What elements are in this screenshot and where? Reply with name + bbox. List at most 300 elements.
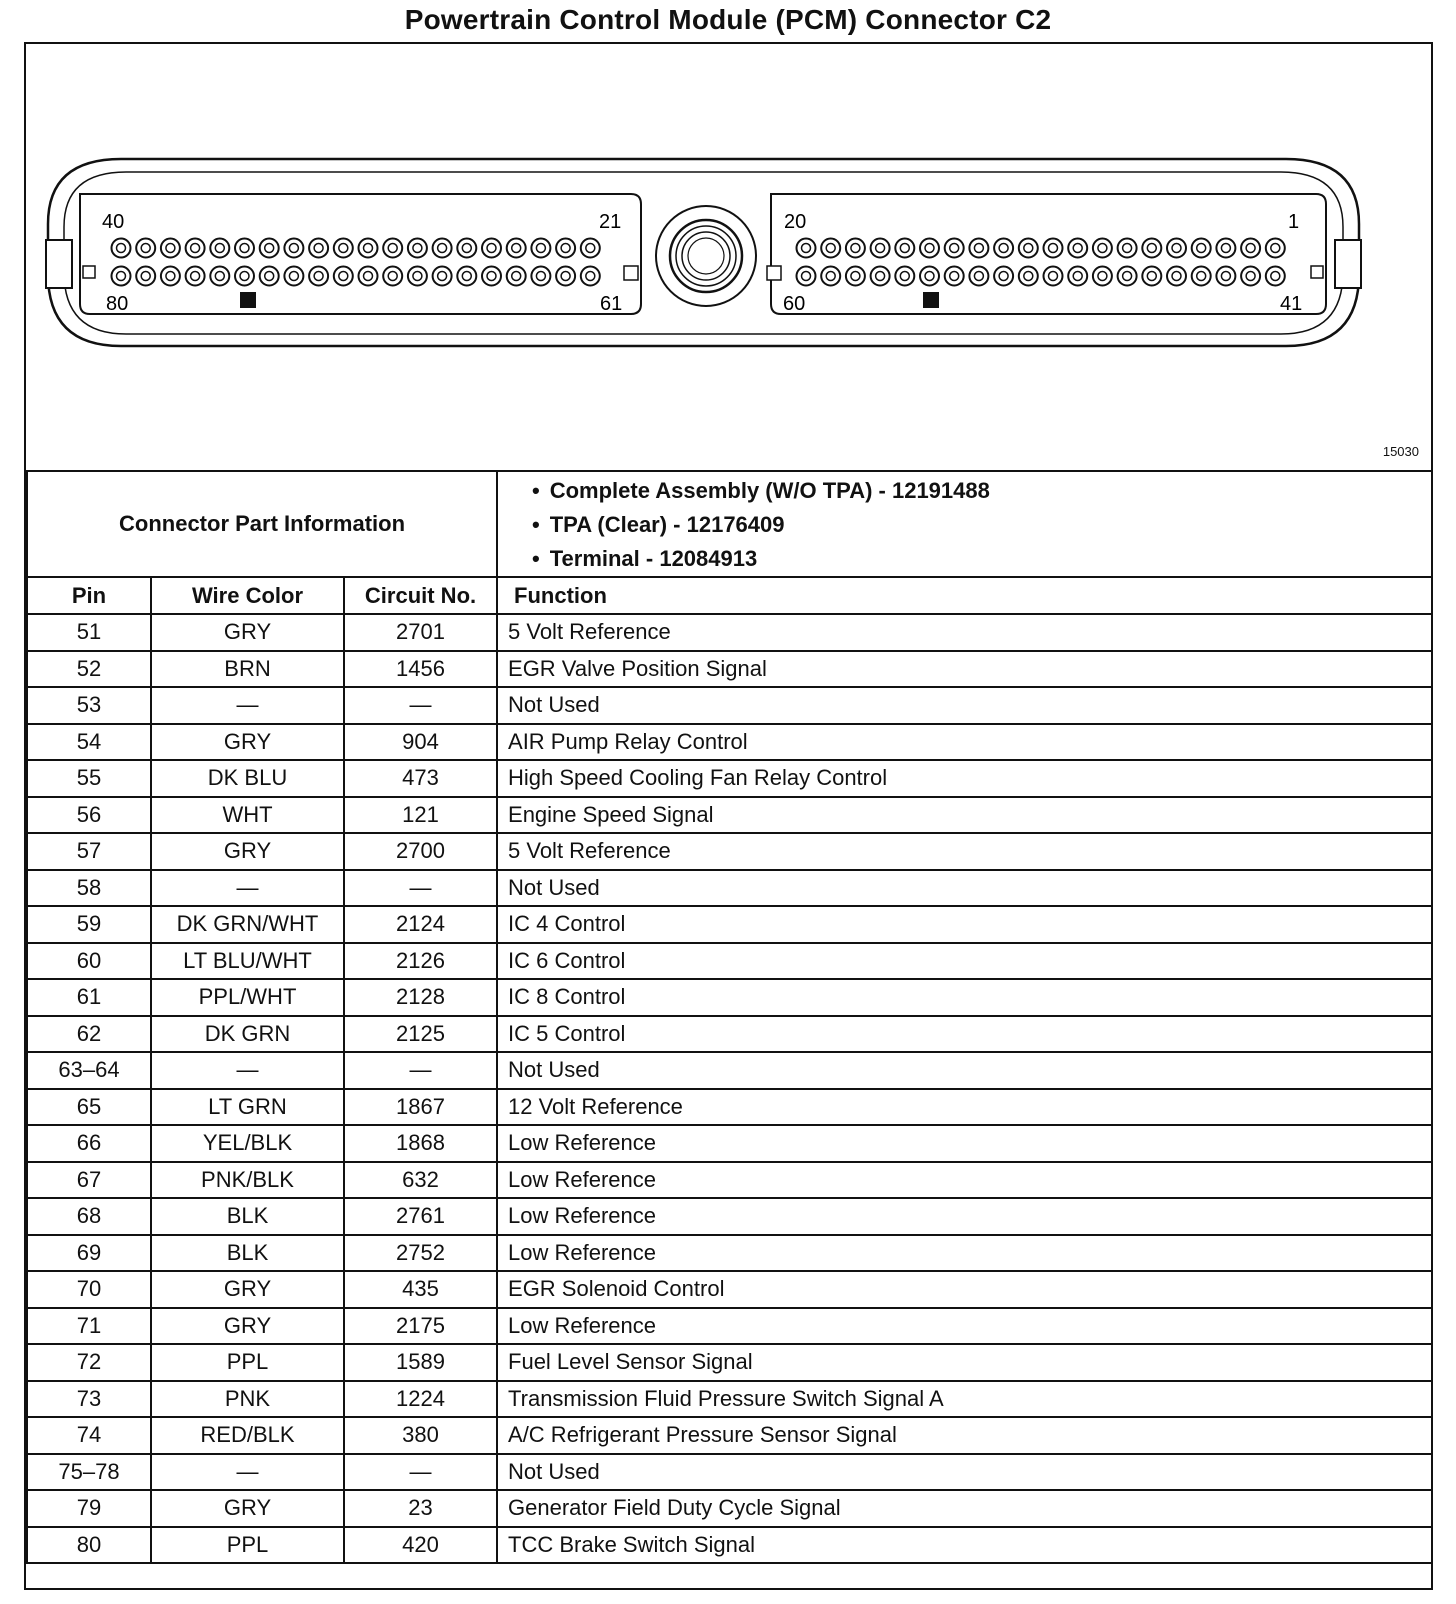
pin-label: 60 bbox=[783, 293, 806, 315]
pin-socket-inner bbox=[265, 272, 274, 281]
pin-socket bbox=[969, 239, 988, 258]
pin-socket bbox=[581, 267, 600, 286]
pin-socket bbox=[1216, 267, 1235, 286]
pin-table bbox=[26, 470, 1433, 1564]
pin-socket-inner bbox=[1221, 272, 1230, 281]
table-row bbox=[27, 1235, 1432, 1272]
pin-socket-inner bbox=[1172, 272, 1181, 281]
pin-socket bbox=[1068, 239, 1087, 258]
circuit-cell: 2124 bbox=[344, 906, 497, 943]
document-frame bbox=[24, 42, 1433, 1590]
pin-socket bbox=[309, 239, 328, 258]
pin-socket bbox=[1216, 239, 1235, 258]
part-info-item: • TPA (Clear) - 12176409 bbox=[532, 508, 1431, 542]
pin-socket-inner bbox=[1024, 272, 1033, 281]
function-cell: High Speed Cooling Fan Relay Control bbox=[497, 760, 1432, 797]
function-cell: Transmission Fluid Pressure Switch Signal A bbox=[497, 1381, 1432, 1418]
pin-socket-inner bbox=[876, 244, 885, 253]
pin-socket bbox=[260, 267, 279, 286]
pin-socket bbox=[1118, 239, 1137, 258]
pin-socket-inner bbox=[536, 272, 545, 281]
wire-color-cell: GRY bbox=[151, 724, 344, 761]
pin-cell: 70 bbox=[27, 1271, 151, 1308]
table-row bbox=[27, 1052, 1432, 1089]
pin-cell: 63–64 bbox=[27, 1052, 151, 1089]
pin-socket-inner bbox=[561, 272, 570, 281]
pin-socket-inner bbox=[561, 244, 570, 253]
pin-cell: 58 bbox=[27, 870, 151, 907]
circuit-cell: — bbox=[344, 1454, 497, 1491]
pin-socket-inner bbox=[536, 244, 545, 253]
pin-cell: 67 bbox=[27, 1162, 151, 1199]
function-cell: AIR Pump Relay Control bbox=[497, 724, 1432, 761]
pin-socket bbox=[1093, 267, 1112, 286]
pin-socket bbox=[359, 239, 378, 258]
function-cell: Fuel Level Sensor Signal bbox=[497, 1344, 1432, 1381]
pin-socket-inner bbox=[1073, 272, 1082, 281]
pin-socket bbox=[383, 267, 402, 286]
table-row bbox=[27, 1527, 1432, 1564]
wire-color-cell: PPL/WHT bbox=[151, 979, 344, 1016]
pin-socket-inner bbox=[876, 272, 885, 281]
pin-socket-inner bbox=[438, 244, 447, 253]
wire-color-cell: GRY bbox=[151, 1271, 344, 1308]
figure-number: 15030 bbox=[1382, 444, 1419, 459]
part-info-list bbox=[498, 472, 1431, 576]
function-cell: TCC Brake Switch Signal bbox=[497, 1527, 1432, 1564]
pin-socket bbox=[210, 267, 229, 286]
pin-socket bbox=[1019, 239, 1038, 258]
wire-color-cell: YEL/BLK bbox=[151, 1125, 344, 1162]
pin-label: 41 bbox=[1280, 293, 1303, 315]
function-cell: IC 4 Control bbox=[497, 906, 1432, 943]
pin-socket-inner bbox=[974, 244, 983, 253]
table-row bbox=[27, 1271, 1432, 1308]
pin-socket bbox=[334, 267, 353, 286]
table-row bbox=[27, 1162, 1432, 1199]
pin-cell: 73 bbox=[27, 1381, 151, 1418]
circuit-cell: 435 bbox=[344, 1271, 497, 1308]
pin-socket-inner bbox=[117, 272, 126, 281]
pin-socket-inner bbox=[1147, 244, 1156, 253]
circuit-cell: 2701 bbox=[344, 614, 497, 651]
function-cell: 5 Volt Reference bbox=[497, 614, 1432, 651]
pin-socket-inner bbox=[1024, 244, 1033, 253]
function-cell: Low Reference bbox=[497, 1308, 1432, 1345]
circuit-cell: 2126 bbox=[344, 943, 497, 980]
pin-socket bbox=[235, 239, 254, 258]
wire-color-cell: LT BLU/WHT bbox=[151, 943, 344, 980]
pin-socket bbox=[1068, 267, 1087, 286]
pin-socket bbox=[581, 239, 600, 258]
pin-socket bbox=[797, 267, 816, 286]
pin-socket-inner bbox=[1271, 272, 1280, 281]
circuit-cell: — bbox=[344, 687, 497, 724]
pin-socket-inner bbox=[191, 272, 200, 281]
connector-face-drawing bbox=[26, 44, 1431, 470]
pin-socket-inner bbox=[826, 272, 835, 281]
pin-socket-inner bbox=[240, 272, 249, 281]
table-header-row bbox=[27, 577, 1432, 614]
pin-socket-inner bbox=[265, 244, 274, 253]
pin-socket bbox=[136, 267, 155, 286]
pin-socket bbox=[1044, 267, 1063, 286]
pin-socket-inner bbox=[413, 272, 422, 281]
pin-socket bbox=[821, 267, 840, 286]
pin-header: Pin bbox=[27, 577, 151, 614]
pin-socket-inner bbox=[1123, 244, 1132, 253]
wire-color-cell: RED/BLK bbox=[151, 1417, 344, 1454]
pin-socket-inner bbox=[1172, 244, 1181, 253]
pin-socket-inner bbox=[802, 272, 811, 281]
wire-color-cell: — bbox=[151, 1454, 344, 1491]
right-latch bbox=[1335, 240, 1361, 288]
pin-socket-inner bbox=[900, 244, 909, 253]
table-row bbox=[27, 1198, 1432, 1235]
circuit-cell: 473 bbox=[344, 760, 497, 797]
function-cell: IC 6 Control bbox=[497, 943, 1432, 980]
function-cell: Low Reference bbox=[497, 1235, 1432, 1272]
pin-socket bbox=[284, 239, 303, 258]
pin-socket-inner bbox=[1197, 272, 1206, 281]
table-row bbox=[27, 1089, 1432, 1126]
pin-socket bbox=[556, 267, 575, 286]
pin-socket-inner bbox=[950, 244, 959, 253]
part-info-item: • Complete Assembly (W/O TPA) - 12191488 bbox=[532, 474, 1431, 508]
function-header: Function bbox=[497, 577, 1432, 614]
pin-socket bbox=[1192, 239, 1211, 258]
pin-socket-inner bbox=[1073, 244, 1082, 253]
pin-label: 1 bbox=[1288, 211, 1300, 233]
left-pin-rows bbox=[112, 239, 600, 286]
pin-socket bbox=[994, 239, 1013, 258]
table-row bbox=[27, 1125, 1432, 1162]
pin-socket-inner bbox=[215, 272, 224, 281]
pin-label: 20 bbox=[784, 211, 807, 233]
pin-label: 21 bbox=[599, 211, 622, 233]
wire-color-cell: — bbox=[151, 1052, 344, 1089]
pin-socket bbox=[945, 267, 964, 286]
pin-socket-inner bbox=[166, 272, 175, 281]
table-row bbox=[27, 1454, 1432, 1491]
pin-socket bbox=[531, 267, 550, 286]
part-info-row bbox=[27, 471, 1432, 577]
function-cell: Generator Field Duty Cycle Signal bbox=[497, 1490, 1432, 1527]
pin-socket-inner bbox=[925, 244, 934, 253]
pin-cell: 69 bbox=[27, 1235, 151, 1272]
pin-socket-inner bbox=[388, 272, 397, 281]
pin-socket-inner bbox=[1197, 244, 1206, 253]
pin-cell: 74 bbox=[27, 1417, 151, 1454]
pin-socket bbox=[1044, 239, 1063, 258]
pin-socket-inner bbox=[1271, 244, 1280, 253]
pin-socket bbox=[433, 267, 452, 286]
circuit-cell: — bbox=[344, 870, 497, 907]
pin-cell: 54 bbox=[27, 724, 151, 761]
function-cell: Not Used bbox=[497, 1454, 1432, 1491]
pin-socket bbox=[457, 267, 476, 286]
center-bolt bbox=[656, 206, 756, 306]
pin-socket bbox=[994, 267, 1013, 286]
wire-color-cell: DK BLU bbox=[151, 760, 344, 797]
pin-socket-inner bbox=[974, 272, 983, 281]
pin-socket-inner bbox=[289, 272, 298, 281]
pin-socket-inner bbox=[413, 244, 422, 253]
pin-cell: 52 bbox=[27, 651, 151, 688]
wire-color-cell: DK GRN/WHT bbox=[151, 906, 344, 943]
pin-socket-inner bbox=[900, 272, 909, 281]
pin-label: 61 bbox=[600, 293, 623, 315]
pin-socket-inner bbox=[339, 244, 348, 253]
pin-label: 80 bbox=[106, 293, 129, 315]
circuit-cell: 2175 bbox=[344, 1308, 497, 1345]
function-cell: Not Used bbox=[497, 870, 1432, 907]
pin-socket-inner bbox=[1049, 244, 1058, 253]
pin-socket bbox=[309, 267, 328, 286]
pin-socket-inner bbox=[240, 244, 249, 253]
pin-socket bbox=[1167, 267, 1186, 286]
pin-socket-inner bbox=[339, 272, 348, 281]
table-row bbox=[27, 1417, 1432, 1454]
pin-socket-inner bbox=[462, 244, 471, 253]
table-row bbox=[27, 1308, 1432, 1345]
pin-socket bbox=[920, 267, 939, 286]
table-row bbox=[27, 687, 1432, 724]
table-row bbox=[27, 724, 1432, 761]
pin-socket-inner bbox=[314, 244, 323, 253]
pin-cell: 72 bbox=[27, 1344, 151, 1381]
circuit-cell: 904 bbox=[344, 724, 497, 761]
pin-socket bbox=[359, 267, 378, 286]
table-row bbox=[27, 651, 1432, 688]
wire-color-cell: BLK bbox=[151, 1198, 344, 1235]
part-info-label: Connector Part Information bbox=[27, 471, 497, 577]
pin-socket-inner bbox=[826, 244, 835, 253]
table-row bbox=[27, 1016, 1432, 1053]
circuit-cell: 121 bbox=[344, 797, 497, 834]
pin-socket-inner bbox=[802, 244, 811, 253]
pin-socket-inner bbox=[1049, 272, 1058, 281]
function-cell: A/C Refrigerant Pressure Sensor Signal bbox=[497, 1417, 1432, 1454]
pin-socket-inner bbox=[487, 272, 496, 281]
table-row bbox=[27, 943, 1432, 980]
table-row bbox=[27, 870, 1432, 907]
pin-socket bbox=[556, 239, 575, 258]
pin-cell: 80 bbox=[27, 1527, 151, 1564]
pin-label: 40 bbox=[102, 211, 125, 233]
pin-socket bbox=[531, 239, 550, 258]
pin-socket-inner bbox=[462, 272, 471, 281]
circuit-cell: 1589 bbox=[344, 1344, 497, 1381]
circuit-cell: 1224 bbox=[344, 1381, 497, 1418]
function-cell: EGR Valve Position Signal bbox=[497, 651, 1432, 688]
function-cell: IC 5 Control bbox=[497, 1016, 1432, 1053]
pin-socket bbox=[507, 239, 526, 258]
pin-socket bbox=[1142, 267, 1161, 286]
wire-color-cell: PNK/BLK bbox=[151, 1162, 344, 1199]
pin-socket bbox=[846, 267, 865, 286]
circuit-cell: 2752 bbox=[344, 1235, 497, 1272]
right-key-mark bbox=[923, 292, 939, 308]
pin-socket-inner bbox=[925, 272, 934, 281]
circuit-cell: 1867 bbox=[344, 1089, 497, 1126]
pin-socket bbox=[383, 239, 402, 258]
pin-socket bbox=[871, 267, 890, 286]
wire-color-cell: GRY bbox=[151, 614, 344, 651]
pin-socket bbox=[408, 267, 427, 286]
circuit-cell: 1456 bbox=[344, 651, 497, 688]
pin-socket bbox=[895, 239, 914, 258]
pin-socket bbox=[1142, 239, 1161, 258]
pin-cell: 51 bbox=[27, 614, 151, 651]
pin-socket-inner bbox=[314, 272, 323, 281]
pin-socket-inner bbox=[487, 244, 496, 253]
pin-cell: 57 bbox=[27, 833, 151, 870]
function-cell: Low Reference bbox=[497, 1125, 1432, 1162]
circuit-cell: 2761 bbox=[344, 1198, 497, 1235]
pin-cell: 65 bbox=[27, 1089, 151, 1126]
wire-color-cell: WHT bbox=[151, 797, 344, 834]
pin-socket bbox=[1241, 239, 1260, 258]
pin-socket-inner bbox=[851, 244, 860, 253]
function-cell: 5 Volt Reference bbox=[497, 833, 1432, 870]
circuit-cell: 380 bbox=[344, 1417, 497, 1454]
wire-color-cell: PPL bbox=[151, 1344, 344, 1381]
wire-color-cell: DK GRN bbox=[151, 1016, 344, 1053]
part-info-item: • Terminal - 12084913 bbox=[532, 542, 1431, 576]
function-cell: EGR Solenoid Control bbox=[497, 1271, 1432, 1308]
pin-socket-inner bbox=[512, 272, 521, 281]
function-cell: Not Used bbox=[497, 1052, 1432, 1089]
wire-color-cell: GRY bbox=[151, 1308, 344, 1345]
pin-socket-inner bbox=[1246, 272, 1255, 281]
pin-cell: 75–78 bbox=[27, 1454, 151, 1491]
pin-cell: 68 bbox=[27, 1198, 151, 1235]
pin-socket-inner bbox=[191, 244, 200, 253]
pin-socket-inner bbox=[289, 244, 298, 253]
pin-socket bbox=[895, 267, 914, 286]
pin-socket bbox=[457, 239, 476, 258]
table-row bbox=[27, 1344, 1432, 1381]
pin-socket bbox=[846, 239, 865, 258]
table-row bbox=[27, 1490, 1432, 1527]
pin-socket bbox=[186, 267, 205, 286]
pin-socket bbox=[1266, 267, 1285, 286]
wire-color-cell: PPL bbox=[151, 1527, 344, 1564]
circuit-cell: 23 bbox=[344, 1490, 497, 1527]
function-cell: Low Reference bbox=[497, 1198, 1432, 1235]
pin-socket-inner bbox=[999, 244, 1008, 253]
table-row bbox=[27, 906, 1432, 943]
pin-socket-inner bbox=[166, 244, 175, 253]
pin-cell: 56 bbox=[27, 797, 151, 834]
pin-socket bbox=[1167, 239, 1186, 258]
pin-socket-inner bbox=[950, 272, 959, 281]
pin-socket bbox=[161, 239, 180, 258]
pin-socket-inner bbox=[364, 244, 373, 253]
pin-socket bbox=[433, 239, 452, 258]
wire-color-cell: GRY bbox=[151, 1490, 344, 1527]
circuit-cell: 420 bbox=[344, 1527, 497, 1564]
wire-color-cell: BLK bbox=[151, 1235, 344, 1272]
wire-color-header: Wire Color bbox=[151, 577, 344, 614]
pin-socket-inner bbox=[141, 272, 150, 281]
pin-socket bbox=[821, 239, 840, 258]
pin-socket-inner bbox=[586, 244, 595, 253]
circuit-cell: 2125 bbox=[344, 1016, 497, 1053]
pin-socket bbox=[969, 267, 988, 286]
circuit-cell: 1868 bbox=[344, 1125, 497, 1162]
pin-socket bbox=[945, 239, 964, 258]
pin-socket-inner bbox=[1123, 272, 1132, 281]
circuit-cell: 2700 bbox=[344, 833, 497, 870]
pin-socket-inner bbox=[388, 244, 397, 253]
pin-table-body bbox=[27, 614, 1432, 1563]
wire-color-cell: — bbox=[151, 687, 344, 724]
function-cell: Low Reference bbox=[497, 1162, 1432, 1199]
function-cell: Engine Speed Signal bbox=[497, 797, 1432, 834]
wire-color-cell: GRY bbox=[151, 833, 344, 870]
table-row bbox=[27, 614, 1432, 651]
pin-socket-inner bbox=[117, 244, 126, 253]
pin-socket bbox=[1093, 239, 1112, 258]
function-cell: IC 8 Control bbox=[497, 979, 1432, 1016]
table-row bbox=[27, 1381, 1432, 1418]
pin-socket-inner bbox=[586, 272, 595, 281]
pin-cell: 79 bbox=[27, 1490, 151, 1527]
part-info-list-cell bbox=[497, 471, 1432, 577]
pin-cell: 60 bbox=[27, 943, 151, 980]
pin-cell: 66 bbox=[27, 1125, 151, 1162]
pin-socket bbox=[112, 267, 131, 286]
pin-socket bbox=[186, 239, 205, 258]
pin-cell: 55 bbox=[27, 760, 151, 797]
pin-socket bbox=[260, 239, 279, 258]
pin-cell: 71 bbox=[27, 1308, 151, 1345]
pin-cell: 62 bbox=[27, 1016, 151, 1053]
pin-cell: 59 bbox=[27, 906, 151, 943]
pin-socket bbox=[284, 267, 303, 286]
pin-socket-inner bbox=[1098, 244, 1107, 253]
pin-socket bbox=[334, 239, 353, 258]
pin-socket bbox=[408, 239, 427, 258]
pin-socket bbox=[1266, 239, 1285, 258]
pin-socket bbox=[235, 267, 254, 286]
pin-socket-inner bbox=[215, 244, 224, 253]
table-row bbox=[27, 760, 1432, 797]
pin-socket bbox=[920, 239, 939, 258]
pin-socket bbox=[482, 267, 501, 286]
wire-color-cell: BRN bbox=[151, 651, 344, 688]
pin-socket bbox=[482, 239, 501, 258]
pin-socket-inner bbox=[141, 244, 150, 253]
pin-cell: 61 bbox=[27, 979, 151, 1016]
connector-diagram bbox=[26, 44, 1431, 470]
table-row bbox=[27, 833, 1432, 870]
pin-socket-inner bbox=[999, 272, 1008, 281]
pin-socket-inner bbox=[1221, 244, 1230, 253]
wire-color-cell: PNK bbox=[151, 1381, 344, 1418]
pin-socket bbox=[507, 267, 526, 286]
page-title: Powertrain Control Module (PCM) Connector C2 bbox=[404, 4, 1052, 35]
pin-socket-inner bbox=[438, 272, 447, 281]
circuit-cell: 632 bbox=[344, 1162, 497, 1199]
pin-socket-inner bbox=[1147, 272, 1156, 281]
left-key-mark bbox=[240, 292, 256, 308]
pin-socket-inner bbox=[512, 244, 521, 253]
pin-socket bbox=[161, 267, 180, 286]
table-row bbox=[27, 979, 1432, 1016]
